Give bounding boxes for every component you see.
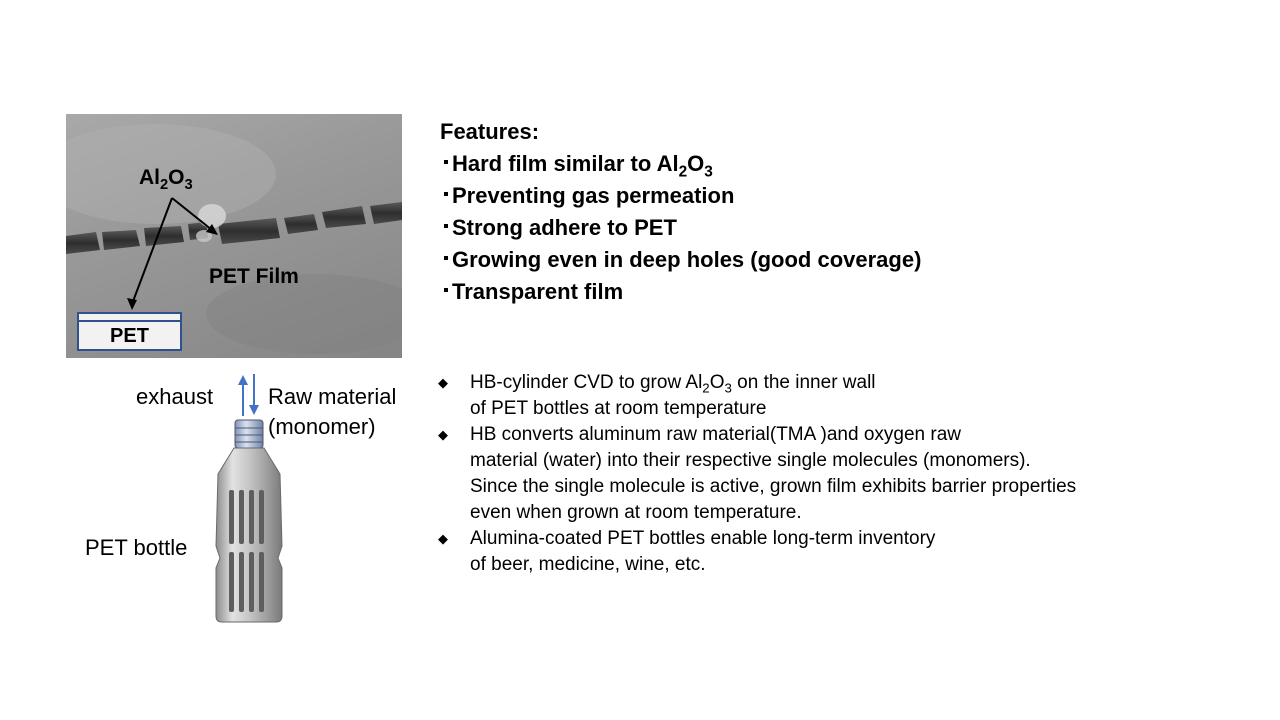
feature-item: Hard film similar to $Al_2O_3$ <box>440 148 921 180</box>
square-bullet-icon <box>444 192 448 196</box>
description-item: ◆ Alumina-coated PET bottles enable long-term inventory of beer, medicine, wine, etc. <box>438 528 936 575</box>
diamond-bullet-icon: ◆ <box>438 531 448 546</box>
al2o3-label: $Al_2O_3$ <box>139 166 193 194</box>
square-bullet-icon <box>444 256 448 260</box>
description-item: ◆ HB converts aluminum raw material(TMA )and oxygen raw material (water) into their respective single molecules (monomers). Since the single molecule is active, grown film exhibits barrier properties even when grown at room temperature. <box>438 424 1077 523</box>
square-bullet-icon <box>444 224 448 228</box>
diamond-bullet-icon: ◆ <box>438 375 448 390</box>
features-list <box>440 116 921 308</box>
feature-item: Strong adhere to PET <box>440 212 921 244</box>
tem-micrograph <box>66 114 402 358</box>
square-bullet-icon <box>444 160 448 164</box>
exhaust-label: exhaust <box>136 384 214 409</box>
pet-bottle-icon <box>212 418 286 626</box>
square-bullet-icon <box>444 288 448 292</box>
feature-item: Growing even in deep holes (good coverage) <box>440 244 921 276</box>
pet-film-label: PET Film <box>209 265 299 288</box>
pet-inset-box <box>77 312 182 351</box>
raw-material-label: Raw material <box>268 384 397 409</box>
flow-arrows-icon <box>228 372 268 418</box>
feature-item: Preventing gas permeation <box>440 180 921 212</box>
feature-item: Transparent film <box>440 276 921 308</box>
inset-film-stripe <box>79 320 180 322</box>
description-list <box>436 370 1076 578</box>
features-title: Features: <box>440 119 540 144</box>
pet-bottle-label: PET bottle <box>85 535 188 560</box>
inset-pet-label: PET <box>110 325 149 347</box>
monomer-label: (monomer) <box>268 414 376 439</box>
description-item: ◆ HB-cylinder CVD to grow $Al_2O_3$ on the inner wall of PET bottles at room temperature <box>438 372 876 419</box>
diamond-bullet-icon: ◆ <box>438 427 448 442</box>
